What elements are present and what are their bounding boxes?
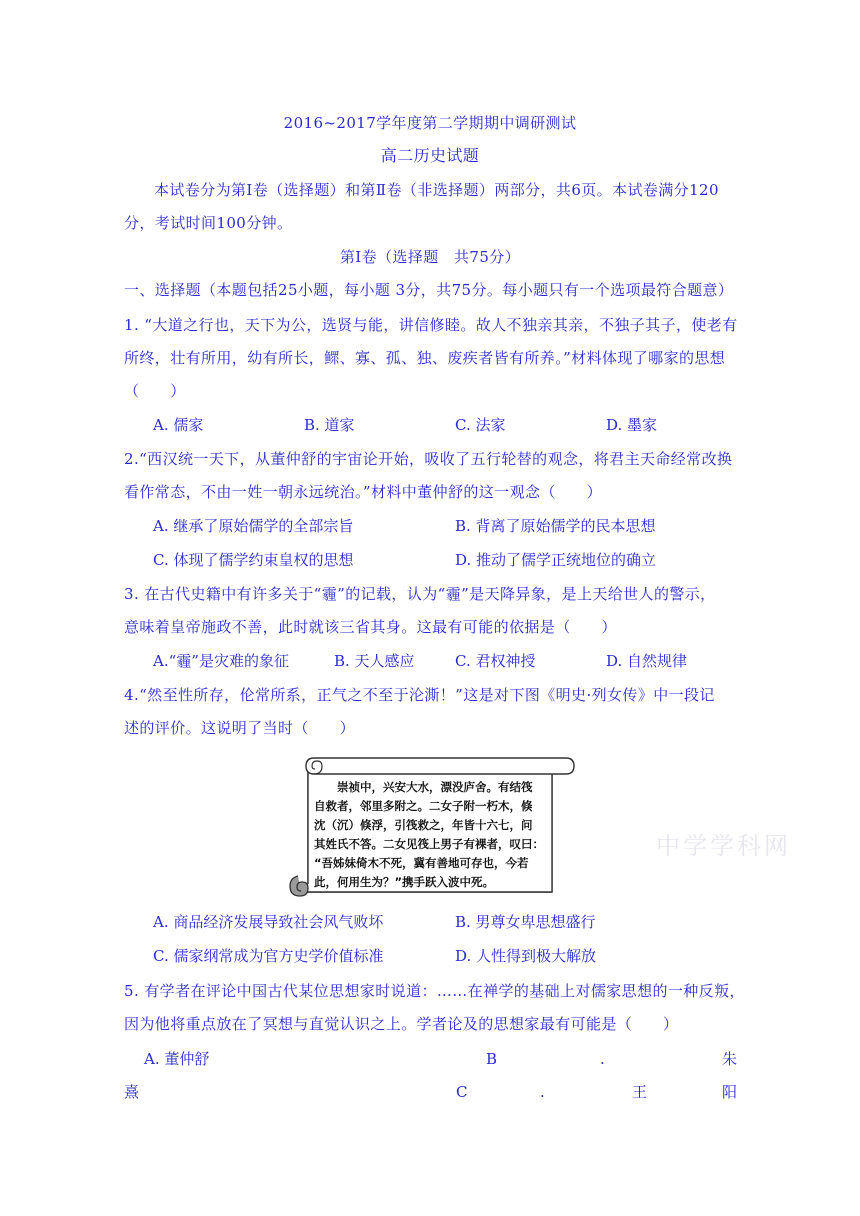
question-4-option-b: B. 男尊女卑思想盛行 <box>455 913 596 931</box>
question-2-line-2: 看作常态，不由一姓一朝永远统治。”材料中董仲舒的这一观念（ ） <box>124 483 602 501</box>
question-1-line-3: （ ） <box>124 382 186 400</box>
question-5-line-2: 因为他将重点放在了冥想与直觉认识之上。学者论及的思想家最有可能是（ ） <box>124 1015 679 1033</box>
scroll-line: 崇祯中，兴安大水，漂没庐舍。有结筏 <box>314 780 533 794</box>
question-1-line-1: 1. “大道之行也，天下为公，选贤与能，讲信修睦。故人不独亲其亲，不独子其子，使老有 <box>124 316 738 334</box>
question-4-option-d: D. 人性得到极大解放 <box>455 947 597 965</box>
question-4-option-a: A. 商品经济发展导致社会风气败坏 <box>153 913 384 931</box>
question-2-option-a: A. 继承了原始儒学的全部宗旨 <box>153 517 354 535</box>
question-3-option-b: B. 天人感应 <box>334 652 415 670</box>
question-1-option-b: B. 道家 <box>304 416 355 434</box>
scroll-line: 沈（沉）倏浮，引筏救之，年皆十六七，问 <box>314 818 533 832</box>
question-3-line-2: 意味着皇帝施政不善，此时就该三省其身。这最有可能的依据是（ ） <box>124 618 617 636</box>
question-5-option-c-char: 王 <box>632 1083 648 1101</box>
question-3-line-1: 3. 在古代史籍中有许多关于“霾”的记载，认为“霾”是天降异象，是上天给世人的警示， <box>124 585 716 603</box>
question-5-option-b-char-2: 熹 <box>124 1083 140 1101</box>
scroll-line: 其姓氏不答。二女见筏上男子有裸者，叹曰： <box>314 837 544 851</box>
question-2-option-b: B. 背离了原始儒学的民本思想 <box>455 517 656 535</box>
section-instructions: 一、选择题（本题包括25小题，每小题 3分，共75分。每小题只有一个选项最符合题意） <box>124 281 734 299</box>
scroll-illustration <box>284 752 576 902</box>
question-2-option-c: C. 体现了儒学约束皇权的思想 <box>153 551 354 569</box>
intro-line-2: 分，考试时间100分钟。 <box>124 214 293 232</box>
question-5-option-b-char: 朱 <box>722 1050 738 1068</box>
question-2-line-1: 2.“西汉统一天下，从董仲舒的宇宙论开始，吸收了五行轮替的观念，将君主天命经常改换 <box>124 450 733 468</box>
question-5-option-c-dot: . <box>540 1083 545 1101</box>
question-1-option-c: C. 法家 <box>455 416 506 434</box>
question-4-line-1: 4.“然至性所存，伦常所系，正气之不至于沦澌！”这是对下图《明史·列女传》中一段记 <box>124 686 715 704</box>
question-4-option-c: C. 儒家纲常成为官方史学价值标准 <box>153 947 384 965</box>
scroll-line: 此，何用生为？”携手跃入波中死。 <box>314 875 495 889</box>
section-title: 第Ⅰ卷（选择题 共75分） <box>339 248 521 266</box>
question-5-option-b-dot: . <box>600 1050 605 1068</box>
question-2-option-d: D. 推动了儒学正统地位的确立 <box>455 551 657 569</box>
question-5-option-b-letter: B <box>486 1050 498 1068</box>
question-4-line-2: 述的评价。这说明了当时（ ） <box>124 719 356 737</box>
exam-title: 2016~2017学年度第二学期期中调研测试 <box>283 114 577 132</box>
question-1-line-2: 所终，壮有所用，幼有所长，鳏、寡、孤、独、废疾者皆有所养。”材料体现了哪家的思想 <box>124 349 726 367</box>
question-1-option-d: D. 墨家 <box>606 416 658 434</box>
question-5-line-1: 5. 有学者在评论中国古代某位思想家时说道：……在禅学的基础上对儒家思想的一种反叛， <box>124 982 745 1000</box>
question-3-option-c: C. 君权神授 <box>455 652 536 670</box>
question-3-option-a: A.“霾”是灾难的象征 <box>153 652 289 670</box>
question-5-option-c-char-2: 阳 <box>722 1083 738 1101</box>
intro-line-1: 本试卷分为第Ⅰ卷（选择题）和第Ⅱ卷（非选择题）两部分，共6页。本试卷满分120 <box>154 181 719 199</box>
scroll-passage <box>314 778 554 892</box>
exam-subtitle: 高二历史试题 <box>380 146 480 165</box>
scroll-line: 自救者，邻里多附之。二女子附一朽木，倏 <box>314 799 533 813</box>
watermark: 中学学科网 <box>656 832 791 860</box>
question-3-option-d: D. 自然规律 <box>606 652 688 670</box>
question-1-option-a: A. 儒家 <box>153 416 204 434</box>
question-5-option-a: A. 董仲舒 <box>144 1050 210 1068</box>
scroll-line: “吾姊妹倚木不死，冀有善地可存也，今若 <box>314 856 529 870</box>
question-5-option-c-letter: C <box>456 1083 468 1101</box>
